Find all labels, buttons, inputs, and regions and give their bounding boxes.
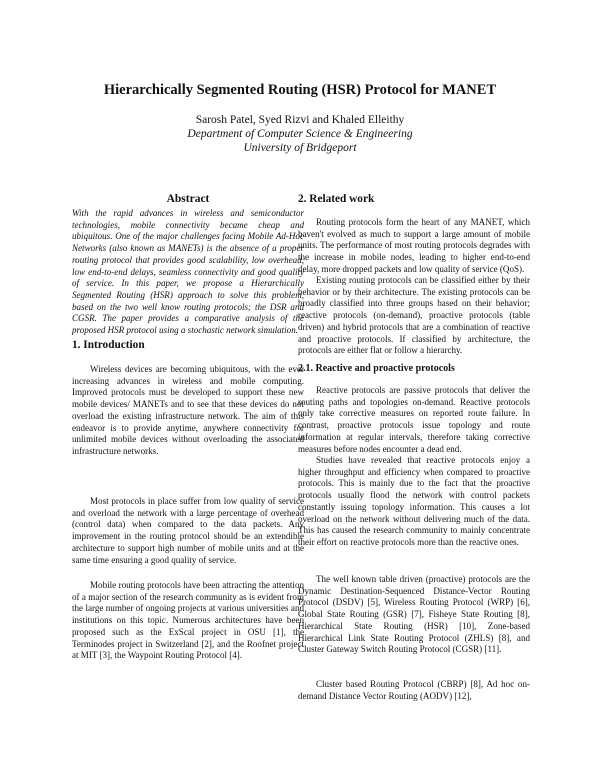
- reactive-paragraph: Cluster based Routing Protocol (CBRP) [8], Ad hoc on-demand Distance Vector Routing (AODV) [12],: [298, 679, 530, 701]
- reactive-paragraph: Studies have revealed that reactive protocols enjoy a higher throughput and efficiency when compared to proactive protocols. This is mainly due to the fact that the proactive protocols usually flood the network with control packets constantly issuing topology information. This causes a lot overload on the network without delivering much of the data. This has caused the research community to mainly concentrate their effort on reactive protocols more than the reactive ones.: [298, 455, 530, 547]
- author-names: Sarosh Patel, Syed Rizvi and Khaled Elleithy: [195, 114, 405, 126]
- abstract-heading: Abstract: [166, 193, 210, 205]
- intro-paragraph: Wireless devices are becoming ubiquitous, with the ever increasing advances in wireless and mobile computing. Improved protocols must be developed to support these new mobile devices/ MANETs and to see that these devices do not overload the existing infrastructure network. The aim of this endeavor is to provide anytime, anywhere connectivity for unlimited mobile devices without overloading the associated infrastructure networks.: [72, 364, 304, 456]
- introduction-heading: 1. Introduction: [72, 339, 145, 351]
- intro-paragraph: Most protocols in place suffer from low quality of service and overload the network with a large percentage of overhead (control data) when compared to the data packets. Any improvement in the routing protocol should be an extendible architecture to support high number of mobile units and at the same time ensuring a good quality of service.: [72, 496, 304, 565]
- paper-title: Hierarchically Segmented Routing (HSR) Protocol for MANET: [103, 82, 497, 98]
- related-work-heading: 2. Related work: [298, 193, 375, 205]
- author-university: University of Bridgeport: [243, 142, 357, 154]
- author-block: [0, 113, 600, 155]
- reactive-proactive-heading: 2.1. Reactive and proactive protocols: [298, 363, 455, 374]
- related-work-paragraph: Existing routing protocols can be classified either by their behavior or by their architecture. The existing protocols can be broadly classified into three groups based on their behavior; reactive protocols (on-demand), proactive protocols (table driven) and hybrid protocols that are a combination of reactive and proactive protocols. If classified by architecture, the protocols are either flat or follow a hierarchy.: [298, 275, 530, 356]
- intro-paragraph: Mobile routing protocols have been attracting the attention of a major section of the research community as is evident from the large number of ongoing projects at various universities and institutions on this topic. Numerous architectures have been proposed such as the ExScal project in OSU [1], the Terminodes project in Switzerland [2], and the Roofnet project at MIT [3], the Waypoint Routing Protocol [4].: [72, 580, 304, 661]
- abstract-text: With the rapid advances in wireless and semiconductor technologies, mobile connectivity became cheap and ubiquitous. One of the major challenges facing Mobile Ad-Hoc Networks (also known as MANETs) is the absence of a proper routing protocol that provides good scalability, low overhead, low end-to-end delays, seamless connectivity and good quality of service. In this paper, we propose a Hierarchically Segmented Routing (HSR) approach to solve this problem, based on the two well know routing protocols; the DSR and CGSR. The paper provides a comparative analysis of the proposed HSR protocol using a stochastic network simulation.: [72, 208, 304, 336]
- reactive-paragraph: The well known table driven (proactive) protocols are the Dynamic Destination-Sequenced Distance-Vector Routing Protocol (DSDV) [5], Wireless Routing Protocol (WRP) [6], Global State Routing (GSR) [7], Fisheye State Routing [8], Hierarchical State Routing (HSR) [10], Zone-based Hierarchical Link State Routing Protocol (ZHLS) [8], and Cluster Gateway Switch Routing Protocol (CGSR) [11].: [298, 574, 530, 655]
- related-work-paragraph: Routing protocols form the heart of any MANET, which haven't evolved as much to support a large amount of mobile units. The performance of most routing protocols degrades with the increase in mobile nodes, leading to higher end-to-end delay, more dropped packets and low quality of service (QoS).: [298, 217, 530, 274]
- author-department: Department of Computer Science & Engineering: [187, 128, 413, 140]
- reactive-paragraph: Reactive protocols are passive protocols that deliver the routing paths and topologies on-demand. Reactive protocols only take corrective measures on reported route failure. In contrast, proactive protocols issue topology and route information at regular intervals, therefore taking corrective measures before nodes encounter a dead end.: [298, 385, 530, 454]
